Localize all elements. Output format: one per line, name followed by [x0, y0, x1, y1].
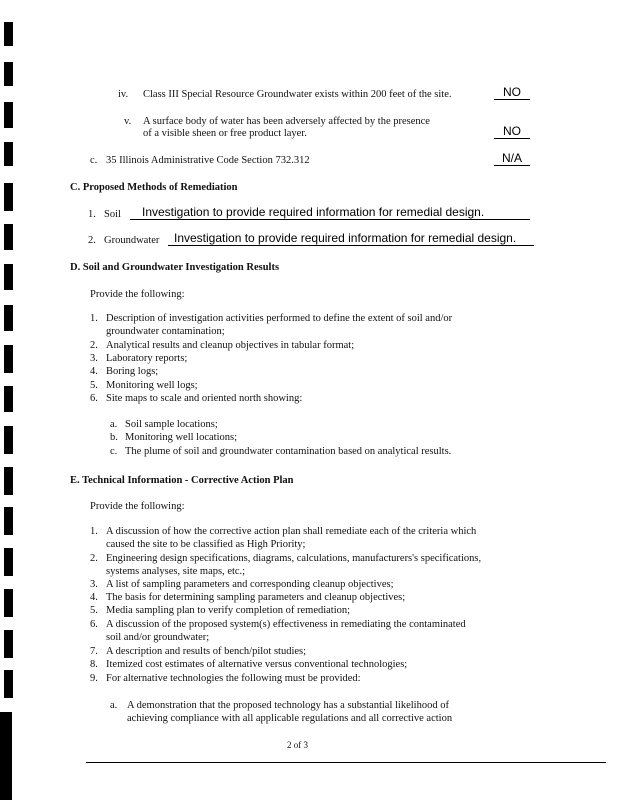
section-e-intro: Provide the following: — [90, 501, 185, 512]
answer-field[interactable]: N/A — [494, 151, 530, 166]
section-e-heading: E. Technical Information - Corrective Action Plan — [70, 475, 294, 486]
footer-rule — [86, 762, 606, 763]
item-text: Class III Special Resource Groundwater exists within 200 feet of the site. — [143, 89, 452, 100]
field-label: Groundwater — [104, 235, 160, 246]
item-number: v. — [124, 116, 132, 127]
section-d-intro: Provide the following: — [90, 289, 185, 300]
section-c-heading: C. Proposed Methods of Remediation — [70, 182, 238, 193]
item-text: of a visible sheen or free product layer. — [143, 128, 307, 139]
answer-field[interactable]: NO — [494, 124, 530, 139]
page-number: 2 of 3 — [287, 740, 308, 750]
groundwater-remediation-field[interactable]: Investigation to provide required information for remedial design. — [168, 231, 534, 246]
field-label: Soil — [104, 209, 121, 220]
item-number: 2. — [88, 235, 96, 246]
item-number: iv. — [118, 89, 129, 100]
soil-remediation-field[interactable]: Investigation to provide required information for remedial design. — [130, 205, 530, 220]
item-text: 35 Illinois Administrative Code Section 732.312 — [106, 155, 310, 166]
item-text: A surface body of water has been adversely affected by the presence — [143, 116, 430, 127]
answer-field[interactable]: NO — [494, 85, 530, 100]
section-d-heading: D. Soil and Groundwater Investigation Results — [70, 262, 280, 273]
item-number: c. — [90, 155, 98, 166]
item-number: 1. — [88, 209, 96, 220]
